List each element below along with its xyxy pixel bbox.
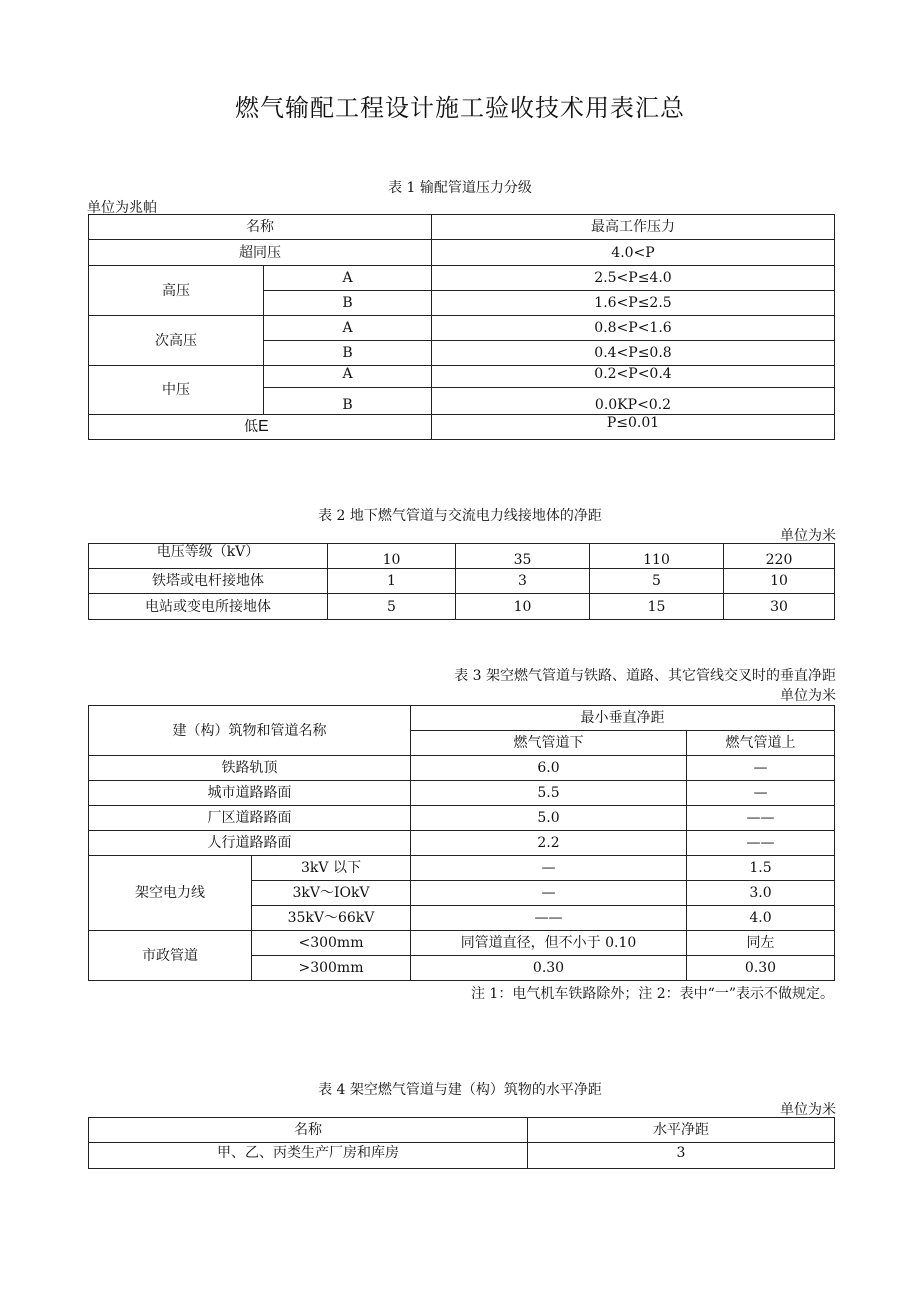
cell: 3 xyxy=(456,569,590,594)
row-label: 铁塔或电杆接地体 xyxy=(89,569,328,594)
cell: 5 xyxy=(590,569,724,594)
cell: 10 xyxy=(724,569,835,594)
low-mark: E xyxy=(258,418,269,435)
below-value: 5.5 xyxy=(411,781,687,806)
grade: A xyxy=(264,266,432,291)
row-label: 城市道路路面 xyxy=(89,781,411,806)
power-line-label: 架空电力线 xyxy=(89,856,252,931)
header-below: 燃气管道下 xyxy=(411,731,687,756)
grade: B xyxy=(264,291,432,316)
below-value: — xyxy=(411,881,687,906)
above-value: —— xyxy=(687,831,835,856)
group-name: 高压 xyxy=(89,266,264,316)
row-label: 厂区道路路面 xyxy=(89,806,411,831)
super-high-name: 超同压 xyxy=(89,240,432,266)
header-name: 名称 xyxy=(89,1118,528,1143)
cell: 15 xyxy=(590,594,724,620)
vertical-clearance-table xyxy=(88,705,835,981)
above-value: 同左 xyxy=(687,931,835,956)
header-min-clearance: 最小垂直净距 xyxy=(411,706,835,731)
above-value: —— xyxy=(687,806,835,831)
table3-unit: 单位为米 xyxy=(780,688,836,704)
group-name: 中压 xyxy=(89,366,264,415)
sub-label: 3kV～IOkV xyxy=(252,881,411,906)
low-value: P≤0.01 xyxy=(432,415,835,440)
table2-caption: 表 2 地下燃气管道与交流电力线接地体的净距 xyxy=(318,508,602,524)
sub-label: 3kV 以下 xyxy=(252,856,411,881)
grade-value: 2.5<P≤4.0 xyxy=(432,266,835,291)
pressure-class-table xyxy=(88,214,835,440)
municipal-label: 市政管道 xyxy=(89,931,252,981)
below-value: 0.30 xyxy=(411,956,687,981)
above-value: — xyxy=(687,756,835,781)
header-name: 名称 xyxy=(89,215,432,240)
below-value: 2.2 xyxy=(411,831,687,856)
header-distance: 水平净距 xyxy=(528,1118,835,1143)
cell: 30 xyxy=(724,594,835,620)
below-value: —— xyxy=(411,906,687,931)
grade-value: 0.0KP<0.2 xyxy=(432,388,835,415)
grade-value: 1.6<P≤2.5 xyxy=(432,291,835,316)
grade: A xyxy=(264,316,432,341)
cell: 5 xyxy=(328,594,456,620)
table4-unit: 单位为米 xyxy=(780,1102,836,1118)
below-value: 6.0 xyxy=(411,756,687,781)
row-label: 铁路轨顶 xyxy=(89,756,411,781)
super-high-value: 4.0<P xyxy=(432,240,835,266)
below-value: — xyxy=(411,856,687,881)
grade-value: 0.4<P≤0.8 xyxy=(432,341,835,366)
table1-caption: 表 1 输配管道压力分级 xyxy=(388,180,532,196)
grade-value: 0.2<P<0.4 xyxy=(432,366,835,388)
cell: 10 xyxy=(456,594,590,620)
row-label: 人行道路路面 xyxy=(89,831,411,856)
sub-label: >300mm xyxy=(252,956,411,981)
grade: B xyxy=(264,388,432,415)
table1-unit: 单位为兆帕 xyxy=(87,200,157,216)
above-value: 3.0 xyxy=(687,881,835,906)
sub-label: 35kV～66kV xyxy=(252,906,411,931)
cell: 1 xyxy=(328,569,456,594)
grade: A xyxy=(264,366,432,388)
voltage-col: 35 xyxy=(456,544,590,569)
below-value: 同管道直径，但不小于 0.10 xyxy=(411,931,687,956)
grade-value: 0.8<P<1.6 xyxy=(432,316,835,341)
voltage-col: 110 xyxy=(590,544,724,569)
below-value: 5.0 xyxy=(411,806,687,831)
above-value: 4.0 xyxy=(687,906,835,931)
table3-note: 注 1：电气机车铁路除外；注 2：表中“一”表示不做规定。 xyxy=(470,986,834,1002)
voltage-col: 10 xyxy=(328,544,456,569)
header-structure-name: 建（构）筑物和管道名称 xyxy=(89,706,411,756)
distance-value: 3 xyxy=(528,1143,835,1169)
table2-unit: 单位为米 xyxy=(780,528,836,544)
above-value: — xyxy=(687,781,835,806)
above-value: 0.30 xyxy=(687,956,835,981)
table3-caption: 表 3 架空燃气管道与铁路、道路、其它管线交叉时的垂直净距 xyxy=(454,668,836,684)
low-pressure-cell xyxy=(89,415,432,440)
header-above: 燃气管道上 xyxy=(687,731,835,756)
document-title: 燃气输配工程设计施工验收技术用表汇总 xyxy=(235,94,685,122)
table4-caption: 表 4 架空燃气管道与建（构）筑物的水平净距 xyxy=(318,1082,602,1098)
horizontal-clearance-table xyxy=(88,1117,835,1169)
low-name: 低 xyxy=(244,419,258,435)
voltage-header: 电压等级（kV） xyxy=(89,544,328,569)
above-value: 1.5 xyxy=(687,856,835,881)
voltage-col: 220 xyxy=(724,544,835,569)
header-pressure: 最高工作压力 xyxy=(432,215,835,240)
sub-label: <300mm xyxy=(252,931,411,956)
row-label: 电站或变电所接地体 xyxy=(89,594,328,620)
group-name: 次高压 xyxy=(89,316,264,366)
grade: B xyxy=(264,341,432,366)
row-label: 甲、乙、丙类生产厂房和库房 xyxy=(89,1143,528,1169)
grounding-distance-table xyxy=(88,543,835,620)
